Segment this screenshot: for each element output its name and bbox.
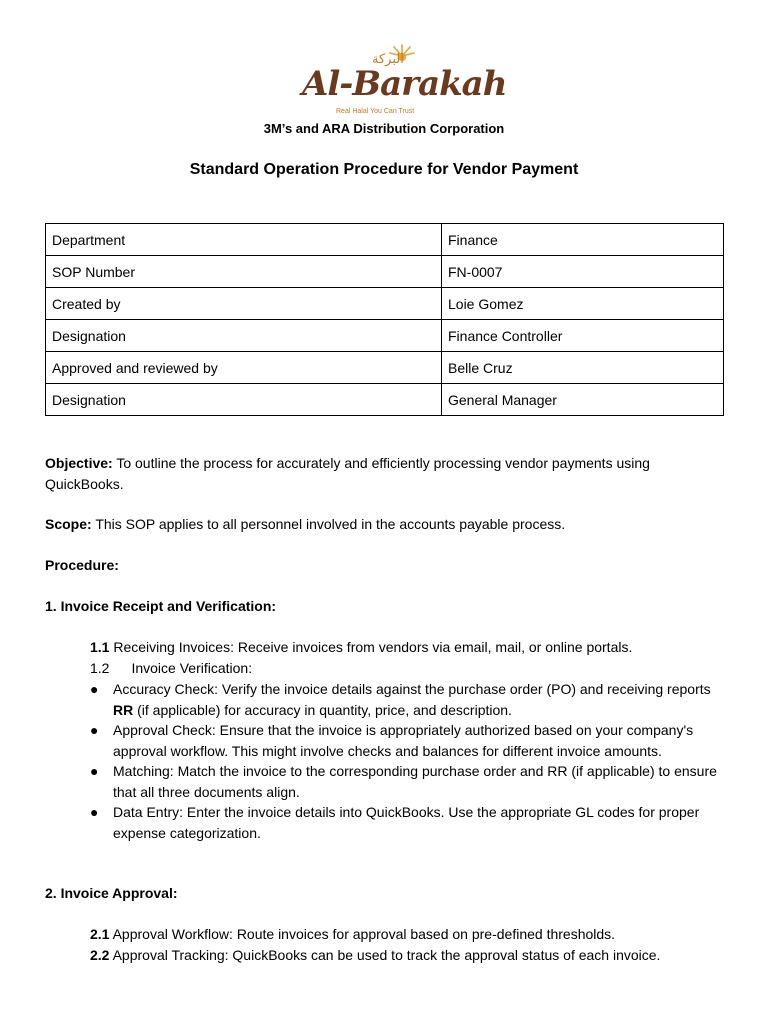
table-row xyxy=(46,256,724,288)
item-2-1-number: 2.1 xyxy=(90,926,110,942)
section-2-heading xyxy=(45,883,725,904)
item-1-2-number: 1.2 xyxy=(90,660,110,676)
objective-text: To outline the process for accurately and efficiently processing vendor payments using QuickBooks. xyxy=(45,455,650,492)
table-label: Created by xyxy=(46,288,442,320)
section-1-heading xyxy=(45,596,725,617)
logo-brand-text: Al-Barakah xyxy=(302,64,507,104)
table-label: Department xyxy=(46,224,442,256)
bullet-icon: ● xyxy=(90,763,99,779)
table-value: Belle Cruz xyxy=(442,352,724,384)
scope-paragraph xyxy=(45,514,725,535)
item-1-1-text: Receiving Invoices: Receive invoices from vendors via email, mail, or online portals. xyxy=(109,639,633,655)
table-label: Designation xyxy=(46,384,442,416)
item-2-1 xyxy=(90,924,730,945)
item-1-2 xyxy=(90,658,730,679)
table-row xyxy=(46,320,724,352)
section-1-heading-text: 1. Invoice Receipt and Verification: xyxy=(45,598,277,614)
bullet-icon: ● xyxy=(90,722,99,738)
section-2-heading-text: 2. Invoice Approval: xyxy=(45,885,178,901)
item-1-2-text: Invoice Verification: xyxy=(131,660,253,676)
table-row xyxy=(46,288,724,320)
table-label: Designation xyxy=(46,320,442,352)
table-value: FN-0007 xyxy=(442,256,724,288)
bullet-text: Accuracy Check: Verify the invoice details against the purchase order (PO) and receiving reports xyxy=(113,681,711,697)
procedure-heading xyxy=(45,555,725,576)
procedure-heading-text: Procedure: xyxy=(45,557,119,573)
table-row xyxy=(46,384,724,416)
table-label: SOP Number xyxy=(46,256,442,288)
verification-bullet-list xyxy=(88,679,728,843)
company-logo xyxy=(290,42,507,122)
table-value: General Manager xyxy=(442,384,724,416)
logo-arabic-text: البركة xyxy=(372,52,404,67)
bullet-text: Data Entry: Enter the invoice details into QuickBooks. Use the appropriate GL codes for proper expense categorization. xyxy=(113,804,700,841)
sop-info-table xyxy=(45,223,724,416)
item-1-1-number: 1.1 xyxy=(90,639,110,655)
item-1-1 xyxy=(90,637,730,658)
item-2-2-text: Approval Tracking: QuickBooks can be used to track the approval status of each invoice. xyxy=(109,947,661,963)
bullet-bold-text: RR xyxy=(113,701,134,718)
list-item xyxy=(88,761,728,802)
bullet-icon: ● xyxy=(90,681,99,697)
item-2-2-number: 2.2 xyxy=(90,947,110,963)
bullet-text-after: (if applicable) for accuracy in quantity, price, and description. xyxy=(133,701,512,718)
table-label: Approved and reviewed by xyxy=(46,352,442,384)
item-2-1-text: Approval Workflow: Route invoices for approval based on pre-defined thresholds. xyxy=(109,926,616,942)
item-2-2 xyxy=(90,945,730,966)
table-row xyxy=(46,352,724,384)
list-item xyxy=(88,679,728,720)
table-value: Finance Controller xyxy=(442,320,724,352)
bullet-text: Approval Check: Ensure that the invoice is appropriately authorized based on your company's approval workflow. This might involve checks and balances for different invoice amounts. xyxy=(113,722,694,759)
bullet-text: Matching: Match the invoice to the corresponding purchase order and RR (if applicable) to ensure that all three documents align. xyxy=(113,763,717,800)
document-title: Standard Operation Procedure for Vendor Payment xyxy=(189,161,579,178)
table-row xyxy=(46,224,724,256)
list-item xyxy=(88,802,728,843)
table-value: Loie Gomez xyxy=(442,288,724,320)
bullet-icon: ● xyxy=(90,804,99,820)
logo-tagline: Real Halal You Can Trust xyxy=(336,108,415,115)
objective-paragraph xyxy=(45,453,725,494)
objective-label: Objective: xyxy=(45,455,113,471)
scope-text: This SOP applies to all personnel involved in the accounts payable process. xyxy=(91,516,566,532)
company-name: 3M’s and ARA Distribution Corporation xyxy=(263,121,505,136)
scope-label: Scope: xyxy=(45,516,92,532)
table-value: Finance xyxy=(442,224,724,256)
list-item xyxy=(88,720,728,761)
